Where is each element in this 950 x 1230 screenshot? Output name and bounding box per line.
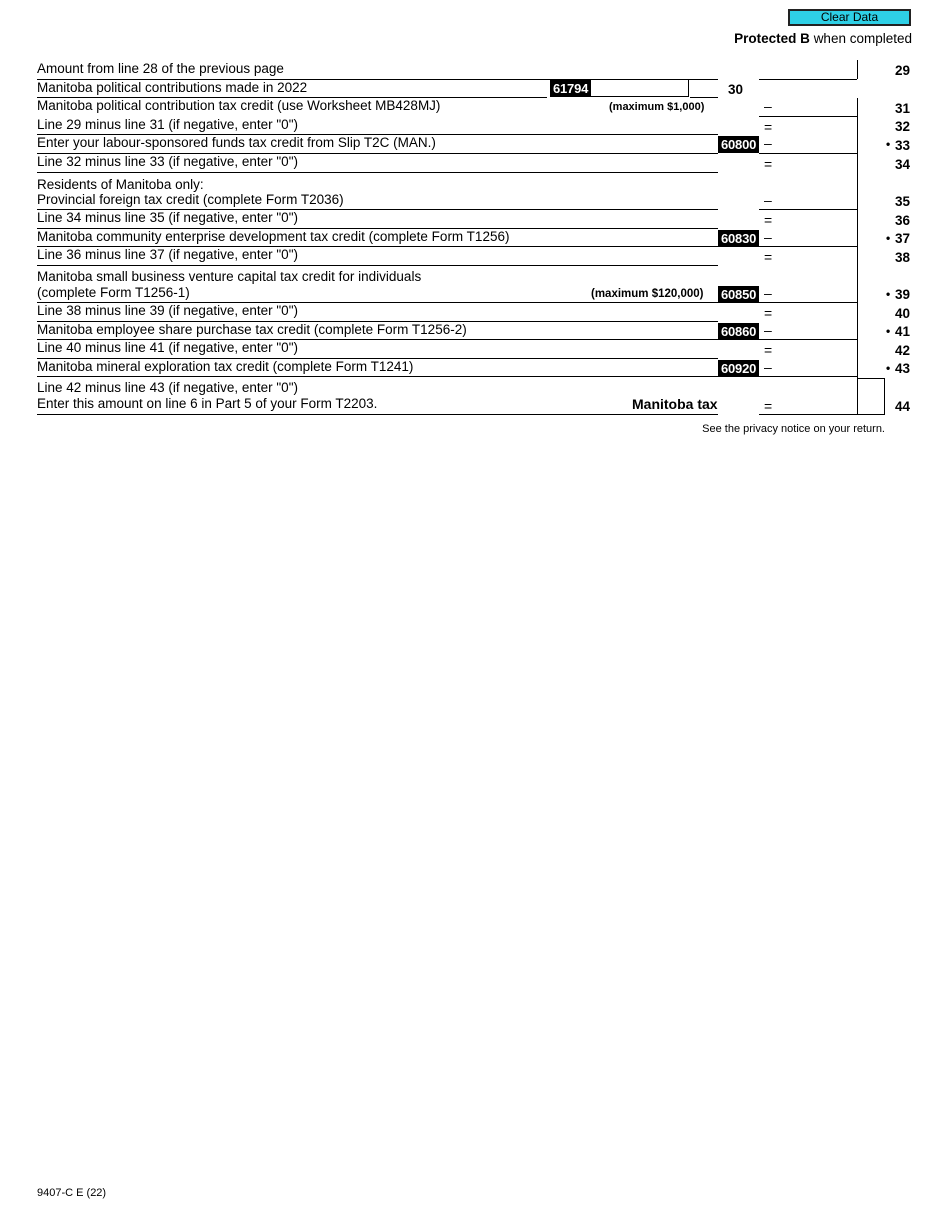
protected-b-notice [734,31,912,46]
line-34-label: Line 32 minus line 33 (if negative, enter "0") [37,154,298,169]
protected-suffix: when completed [813,31,912,46]
line-41-input[interactable] [759,321,861,341]
field-code-60800: 60800 [718,136,759,153]
minus-symbol: – [764,135,772,151]
line-42-label: Line 40 minus line 41 (if negative, enter "0") [37,340,298,355]
line-30-input[interactable] [591,79,689,97]
line-42-input[interactable] [759,340,861,360]
line-31-label: Manitoba political contribution tax credit (use Worksheet MB428MJ) [37,98,441,113]
manitoba-tax-box-right [884,378,885,415]
equals-symbol: = [764,342,773,358]
line-36-label: Line 34 minus line 35 (if negative, enter "0") [37,210,298,225]
clear-data-button[interactable]: Clear Data [788,9,911,26]
privacy-notice: See the privacy notice on your return. [702,423,885,435]
line-41-label: Manitoba employee share purchase tax credit (complete Form T1256-2) [37,322,467,337]
line-32-number: 32 [894,119,910,134]
line-43-input[interactable] [759,358,861,378]
line-40-label: Line 38 minus line 39 (if negative, enter "0") [37,303,298,318]
row-divider [37,172,718,173]
line-39-input[interactable] [759,284,861,304]
equals-symbol: = [764,119,773,135]
equals-symbol: = [764,156,773,172]
line-32-input[interactable] [759,116,861,136]
minus-symbol: – [764,359,772,375]
field-code-61794: 61794 [550,80,591,97]
line-42-number: 42 [894,343,910,358]
line-39-maximum-note: (maximum $120,000) [591,288,704,300]
manitoba-tax-label: Manitoba tax [632,396,718,412]
minus-symbol: – [764,98,772,114]
minus-symbol: – [764,229,772,245]
line-36-input[interactable] [759,210,861,230]
line-44-box-bottom [759,414,885,415]
line-43-box-bottom [759,376,857,377]
minus-symbol: – [764,192,772,208]
line-35-number: 35 [894,194,910,209]
line-36-number: 36 [894,213,910,228]
line-37-number: 37 [894,231,910,246]
line-34-number: 34 [894,157,910,172]
line-40-number: 40 [894,306,910,321]
line-43-label: Manitoba mineral exploration tax credit (complete Form T1241) [37,359,414,374]
field-code-60860: 60860 [718,323,759,340]
line-29-box-bottom [759,79,857,80]
line-43-number: 43 [894,361,910,376]
line-37-input[interactable] [759,228,861,248]
bullet-marker: • [886,231,891,245]
bullet-marker: • [886,137,891,151]
line-44-input[interactable] [759,396,861,416]
equals-symbol: = [764,212,773,228]
line-39-label-cont: (complete Form T1256-1) [37,285,190,300]
field-code-60830: 60830 [718,230,759,247]
line-39-number: 39 [894,287,910,302]
line-41-number: 41 [894,324,910,339]
row-divider [37,265,718,266]
row-divider [37,376,718,377]
field-code-60920: 60920 [718,360,759,377]
line-44-label: Line 42 minus line 43 (if negative, enter "0") [37,380,298,395]
minus-symbol: – [764,285,772,301]
minus-symbol: – [764,322,772,338]
line-30-label: Manitoba political contributions made in 2022 [37,80,308,95]
line-30-number: 30 [728,82,744,97]
line-38-number: 38 [894,250,910,265]
equals-symbol: = [764,398,773,414]
line-33-label: Enter your labour-sponsored funds tax credit from Slip T2C (MAN.) [37,135,436,150]
line-44-instruction: Enter this amount on line 6 in Part 5 of your Form T2203. [37,396,378,411]
bullet-marker: • [886,361,891,375]
residents-only-label: Residents of Manitoba only: [37,177,204,192]
field-code-60850: 60850 [718,286,759,303]
line-39-label: Manitoba small business venture capital tax credit for individuals [37,269,422,284]
line-29-label: Amount from line 28 of the previous page [37,61,284,76]
line-30-underline [690,97,718,98]
bullet-marker: • [886,324,891,338]
line-44-number: 44 [894,399,910,414]
manitoba-tax-box-top [857,378,885,379]
line-31-maximum-note: (maximum $1,000) [609,101,705,113]
line-35-input[interactable] [759,191,861,211]
form-identifier: 9407-C E (22) [37,1187,107,1199]
line-29-number: 29 [894,63,910,78]
equals-symbol: = [764,249,773,265]
line-37-label: Manitoba community enterprise development tax credit (complete Form T1256) [37,229,510,244]
line-40-input[interactable] [759,303,861,323]
line-34-input[interactable] [759,154,861,174]
line-31-input[interactable] [759,98,861,118]
line-38-input[interactable] [759,247,861,267]
line-33-input[interactable] [759,135,861,155]
line-35-label: Provincial foreign tax credit (complete Form T2036) [37,192,344,207]
line-31-number: 31 [894,101,910,116]
amount-column-rule [857,60,858,79]
line-38-label: Line 36 minus line 37 (if negative, enter "0") [37,247,298,262]
bullet-marker: • [886,287,891,301]
equals-symbol: = [764,305,773,321]
row-divider [37,414,718,415]
line-33-number: 33 [894,138,910,153]
line-32-label: Line 29 minus line 31 (if negative, enter "0") [37,117,298,132]
protected-label: Protected B [734,31,810,46]
